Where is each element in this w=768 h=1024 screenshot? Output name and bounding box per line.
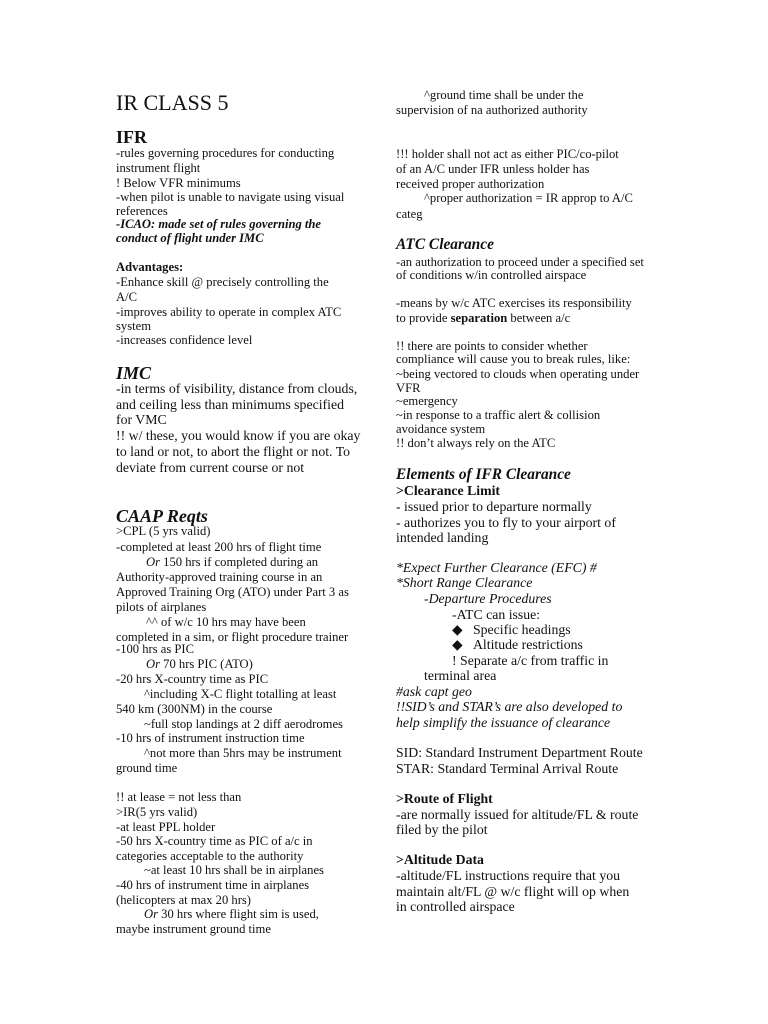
left-line-13: system <box>116 319 151 333</box>
left-line-24: -completed at least 200 hrs of flight time <box>116 540 322 554</box>
left-line-16: -in terms of visibility, distance from clouds, <box>116 381 358 396</box>
left-line-29: ^^ of w/c 10 hrs may have been <box>146 615 306 629</box>
right-line-31: ! Separate a/c from traffic in <box>452 653 609 668</box>
left-line-30: completed in a sim, or flight procedure trainer <box>116 630 349 644</box>
right-line-32: terminal area <box>424 668 497 683</box>
right-line-34: !!SID’s and STAR’s are also developed to <box>396 699 623 714</box>
left-line-31: -100 hrs as PIC <box>116 642 195 656</box>
right-line-1: supervision of na authorized authority <box>396 103 588 117</box>
right-line-3: of an A/C under IFR unless holder has <box>396 162 590 176</box>
left-line-48: Or 30 hrs where flight sim is used, <box>144 907 319 921</box>
right-line-17: ~in response to a traffic alert & collision <box>396 408 601 422</box>
left-line-39: ground time <box>116 761 178 775</box>
left-line-14: -increases confidence level <box>116 333 253 347</box>
right-line-29: ◆ Specific headings <box>452 622 571 637</box>
right-line-4: received proper authorization <box>396 177 545 191</box>
left-line-37: -10 hrs of instrument instruction time <box>116 731 305 745</box>
right-line-37: STAR: Standard Terminal Arrival Route <box>396 761 619 776</box>
left-line-19: !! w/ these, you would know if you are okay <box>116 428 361 443</box>
right-line-36: SID: Standard Instrument Department Route <box>396 745 643 760</box>
right-line-9: of conditions w/in controlled airspace <box>396 268 587 282</box>
left-line-18: for VMC <box>116 412 167 427</box>
left-line-47: (helicopters at max 20 hrs) <box>116 893 251 907</box>
left-line-32: Or 70 hrs PIC (ATO) <box>146 657 253 671</box>
right-line-44: in controlled airspace <box>396 899 515 914</box>
left-line-38: ^not more than 5hrs may be instrument <box>144 746 342 760</box>
right-line-22: - issued prior to departure normally <box>396 499 592 514</box>
left-line-45: ~at least 10 hrs shall be in airplanes <box>144 863 324 877</box>
left-line-7: -ICAO: made set of rules governing the <box>116 217 321 231</box>
right-line-39: -are normally issued for altitude/FL & route <box>396 807 639 822</box>
right-line-20: Elements of IFR Clearance <box>396 466 571 483</box>
right-line-14: ~being vectored to clouds when operating under <box>396 367 640 381</box>
left-line-17: and ceiling less than minimums specified <box>116 397 344 412</box>
right-line-18: avoidance system <box>396 422 486 436</box>
left-line-22: CAAP Reqts <box>116 506 208 526</box>
right-line-5: ^proper authorization = IR approp to A/C <box>424 191 633 205</box>
left-line-10: -Enhance skill @ precisely controlling the <box>116 275 329 289</box>
left-line-20: to land or not, to abort the flight or not. To <box>116 444 351 459</box>
right-line-11: to provide separation between a/c <box>396 311 571 325</box>
right-line-25: *Expect Further Clearance (EFC) # <box>396 560 597 575</box>
right-line-33: #ask capt geo <box>396 684 472 699</box>
right-line-13: compliance will cause you to break rules, like: <box>396 352 631 366</box>
right-line-42: -altitude/FL instructions require that you <box>396 868 621 883</box>
right-line-15: VFR <box>396 381 421 395</box>
left-line-49: maybe instrument ground time <box>116 922 271 936</box>
right-line-10: -means by w/c ATC exercises its responsibility <box>396 296 632 310</box>
left-line-5: -when pilot is unable to navigate using visual <box>116 190 345 204</box>
left-line-23: >CPL (5 yrs valid) <box>116 524 211 538</box>
left-line-15: IMC <box>116 363 152 383</box>
right-line-12: !! there are points to consider whether <box>396 339 588 353</box>
right-line-41: >Altitude Data <box>396 852 484 867</box>
left-line-35: 540 km (300NM) in the course <box>116 702 273 716</box>
right-line-26: *Short Range Clearance <box>396 575 533 590</box>
left-line-25: Or 150 hrs if completed during an <box>146 555 319 569</box>
left-line-41: >IR(5 yrs valid) <box>116 805 198 819</box>
right-line-0: ^ground time shall be under the <box>424 88 584 102</box>
left-line-43: -50 hrs X-country time as PIC of a/c in <box>116 834 313 848</box>
left-line-46: -40 hrs of instrument time in airplanes <box>116 878 310 892</box>
left-line-1: IFR <box>116 127 147 147</box>
right-line-30: ◆ Altitude restrictions <box>452 637 583 652</box>
left-line-36: ~full stop landings at 2 diff aerodromes <box>144 717 343 731</box>
left-line-11: A/C <box>116 290 137 304</box>
right-line-21: >Clearance Limit <box>396 483 501 498</box>
left-line-42: -at least PPL holder <box>116 820 216 834</box>
left-line-12: -improves ability to operate in complex ATC <box>116 305 342 319</box>
right-line-27: -Departure Procedures <box>424 591 552 606</box>
right-line-43: maintain alt/FL @ w/c flight will op when <box>396 884 630 899</box>
right-line-40: filed by the pilot <box>396 822 488 837</box>
right-line-38: >Route of Flight <box>396 791 493 806</box>
left-line-4: ! Below VFR minimums <box>116 176 241 190</box>
right-line-28: -ATC can issue: <box>452 607 541 622</box>
left-line-8: conduct of flight under IMC <box>116 231 264 245</box>
left-line-44: categories acceptable to the authority <box>116 849 304 863</box>
left-line-26: Authority-approved training course in an <box>116 570 323 584</box>
right-line-24: intended landing <box>396 530 489 545</box>
left-line-27: Approved Training Org (ATO) under Part 3 as <box>116 585 349 599</box>
left-line-34: ^including X-C flight totalling at least <box>144 687 337 701</box>
right-line-8: -an authorization to proceed under a specified set <box>396 255 644 269</box>
right-line-35: help simplify the issuance of clearance <box>396 715 611 730</box>
right-line-7: ATC Clearance <box>396 236 494 253</box>
left-line-6: references <box>116 204 168 218</box>
right-line-2: !!! holder shall not act as either PIC/co-pilot <box>396 147 619 161</box>
right-line-23: - authorizes you to fly to your airport of <box>396 515 616 530</box>
left-line-9: Advantages: <box>116 260 184 274</box>
left-line-33: -20 hrs X-country time as PIC <box>116 672 269 686</box>
left-line-0: IR CLASS 5 <box>116 90 229 115</box>
left-line-3: instrument flight <box>116 161 201 175</box>
left-line-28: pilots of airplanes <box>116 600 207 614</box>
right-line-19: !! don’t always rely on the ATC <box>396 436 556 450</box>
right-line-6: categ <box>396 207 423 221</box>
left-line-21: deviate from current course or not <box>116 460 305 475</box>
left-line-2: -rules governing procedures for conducting <box>116 146 335 160</box>
right-line-16: ~emergency <box>396 394 458 408</box>
left-line-40: !! at lease = not less than <box>116 790 242 804</box>
